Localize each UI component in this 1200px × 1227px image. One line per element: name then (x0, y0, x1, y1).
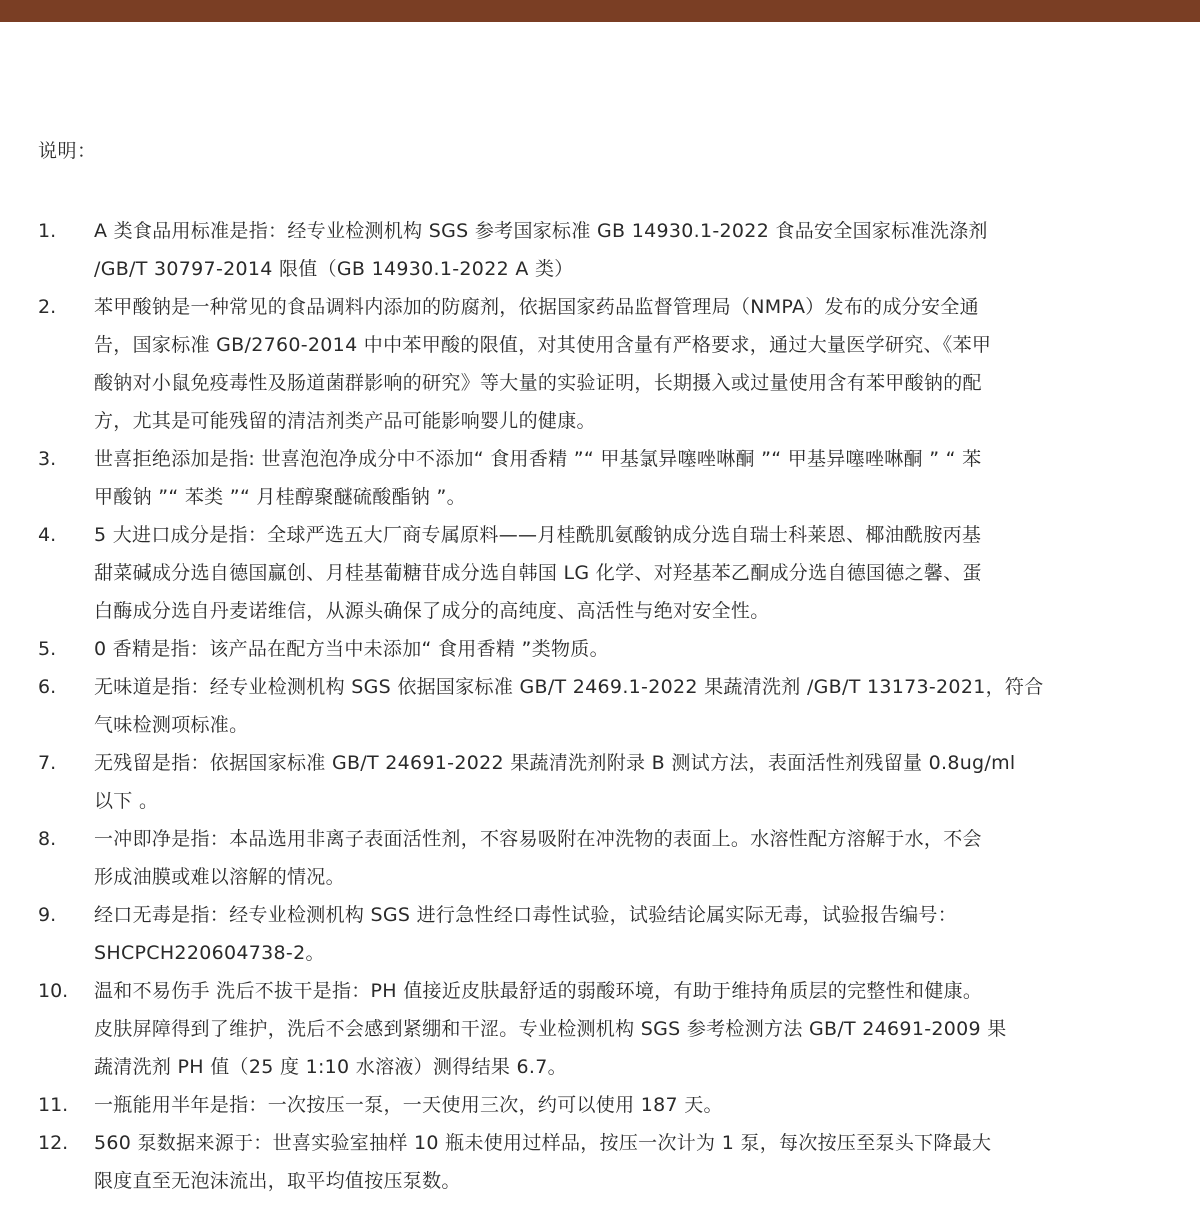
note-number: 11. (38, 1094, 69, 1116)
note-text: 世喜拒绝添加是指: 世喜泡泡净成分中不添加“ 食用香精 ”“ 甲基氯异噻唑啉酮 ”“ 甲基异噻唑啉酮 ” “ 苯 甲酸钠 ”“ 苯类 ”“ 月桂醇聚醚硫酸酯钠 ”。 (94, 448, 982, 508)
note-text: 一冲即净是指：本品选用非离子表面活性剂，不容易吸附在冲洗物的表面上。水溶性配方溶解于水，不会 形成油膜或难以溶解的情况。 (94, 828, 982, 888)
note-item-1 (0, 212, 1200, 288)
note-number: 10. (38, 980, 69, 1002)
note-item-7 (0, 744, 1200, 820)
note-number: 4. (38, 524, 57, 546)
note-item-6 (0, 668, 1200, 744)
note-text: 经口无毒是指：经专业检测机构 SGS 进行急性经口毒性试验，试验结论属实际无毒，试验报告编号： SHCPCH220604738-2。 (94, 904, 958, 964)
note-item-4 (0, 516, 1200, 630)
note-item-8 (0, 820, 1200, 896)
note-number: 12. (38, 1132, 69, 1154)
note-number: 6. (38, 676, 57, 698)
note-text: 温和不易伤手 洗后不拔干是指：PH 值接近皮肤最舒适的弱酸环境，有助于维持角质层的完整性和健康。 皮肤屏障得到了维护，洗后不会感到紧绷和干涩。专业检测机构 SGS 参考检测方法 GB/T 24691-2009 果 蔬清洗剂 PH 值（25 度 1:10 水溶液）测得结果 6.7。 (94, 980, 1007, 1078)
note-number: 1. (38, 220, 57, 242)
note-number: 7. (38, 752, 57, 774)
note-text: 0 香精是指：该产品在配方当中未添加“ 食用香精 ”类物质。 (94, 638, 609, 660)
note-item-5 (0, 630, 1200, 668)
note-text: 一瓶能用半年是指：一次按压一泵，一天使用三次，约可以使用 187 天。 (94, 1094, 723, 1116)
note-number: 2. (38, 296, 57, 318)
note-item-3 (0, 440, 1200, 516)
notes-heading: 说明： (38, 140, 97, 162)
note-number: 9. (38, 904, 57, 926)
top-color-band (0, 0, 1200, 22)
note-item-2 (0, 288, 1200, 440)
note-item-11 (0, 1086, 1200, 1124)
note-text: 无残留是指：依据国家标准 GB/T 24691-2022 果蔬清洗剂附录 B 测试方法，表面活性剂残留量 0.8ug/ml 以下 。 (94, 752, 1016, 812)
note-text: 无味道是指：经专业检测机构 SGS 依据国家标准 GB/T 2469.1-2022 果蔬清洗剂 /GB/T 13173-2021，符合 气味检测项标准。 (94, 676, 1044, 736)
note-number: 3. (38, 448, 57, 470)
note-number: 5. (38, 638, 57, 660)
notes-list (0, 212, 1200, 1200)
note-text: 5 大进口成分是指：全球严选五大厂商专属原料——月桂酰肌氨酸钠成分选自瑞士科莱恩、椰油酰胺丙基 甜菜碱成分选自德国赢创、月桂基葡糖苷成分选自韩国 LG 化学、对羟基苯乙酮成分选自德国德之馨、蛋 白酶成分选自丹麦诺维信，从源头确保了成分的高纯度、高活性与绝对安全性。 (94, 524, 982, 622)
note-text: 苯甲酸钠是一种常见的食品调料内添加的防腐剂，依据国家药品监督管理局（NMPA）发布的成分安全通 告，国家标准 GB/2760-2014 中中苯甲酸的限值，对其使用含量有严格要求，通过大量医学研究、《苯甲 酸钠对小鼠免疫毒性及肠道菌群影响的研究》等大量的实验证明，长期摄入或过量使用含有苯甲酸钠的配 方，尤其是可能残留的清洁剂类产品可能影响婴儿的健康。 (94, 296, 992, 432)
note-text: 560 泵数据来源于：世喜实验室抽样 10 瓶未使用过样品，按压一次计为 1 泵，每次按压至泵头下降最大 限度直至无泡沫流出，取平均值按压泵数。 (94, 1132, 992, 1192)
note-item-12 (0, 1124, 1200, 1200)
note-item-9 (0, 896, 1200, 972)
note-number: 8. (38, 828, 57, 850)
note-item-10 (0, 972, 1200, 1086)
note-text: A 类食品用标准是指：经专业检测机构 SGS 参考国家标准 GB 14930.1-2022 食品安全国家标准洗涤剂 /GB/T 30797-2014 限值（GB 14930.1-2022 A 类） (94, 220, 988, 280)
